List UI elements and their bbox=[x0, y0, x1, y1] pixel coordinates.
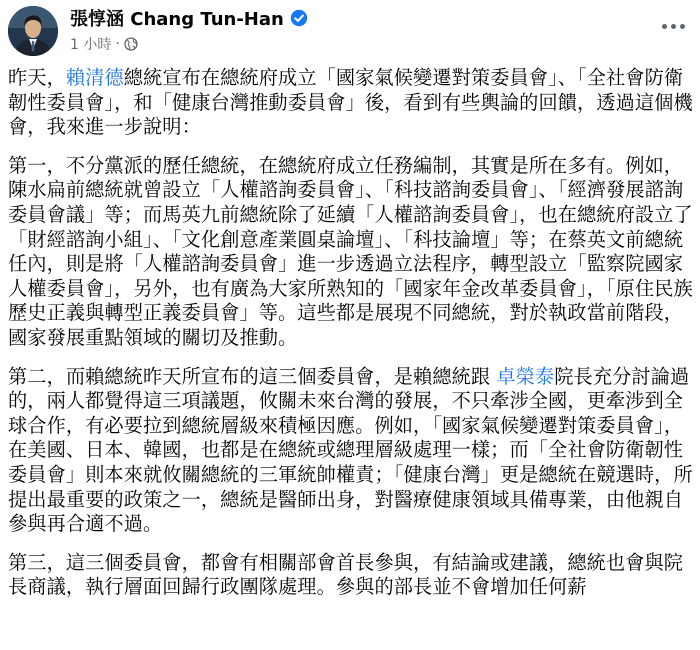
post-body bbox=[8, 66, 698, 614]
author-name[interactable]: 張惇涵 Chang Tun-Han bbox=[70, 9, 284, 30]
mention-link[interactable]: 賴清德 bbox=[65, 66, 124, 89]
more-options-icon bbox=[662, 24, 667, 29]
paragraph-text: 院長充分討論過的，兩人都覺得這三項議題，攸關未來台灣的發展，不只牽涉全國，更牽涉到全球合作，有必要拉到總統層級來積極因應。例如，「國家氣候變遷對策委員會」，在美國、日本、韓國，也都是在總統或總理層級處理一樣；而「全社會防衛韌性委員會」則本來就攸關總統的三軍統帥權責；「健康台灣」更是總統在競選時，所提出最重要的政策之一，總統是醫師出身，對醫療健康領域具備專業，由他親自參與再合適不過。 bbox=[8, 364, 693, 536]
mention-link[interactable]: 卓榮泰 bbox=[496, 364, 555, 388]
paragraph-text: 昨天， bbox=[8, 66, 66, 89]
post-paragraph bbox=[8, 66, 698, 140]
more-options-icon bbox=[680, 24, 685, 29]
post-header bbox=[0, 0, 700, 64]
post-paragraph: 第一，不分黨派的歷任總統，在總統府成立任務編制，其實是所在多有。例如，陳水扁前總統就曾設立「人權諮詢委員會」、「科技諮詢委員會」、「經濟發展諮詢委員會議」等；而馬英九前總統除了延續「人權諮詢委員會」，也在總統府設立了「財經諮詢小組」、「文化創意產業圓桌論壇」、「科技論壇」等；在蔡英文前總統任內，則是將「人權諮詢委員會」進一步透過立法程序，轉型設立「監察院國家人權委員會」，另外，也有廣為大家所熟知的「國家年金改革委員會」，「原住民族歷史正義與轉型正義委員會」等。這些都是展現不同總統，對於執政當前階段，國家發展重點領域的關切及推動。 bbox=[8, 153, 693, 349]
more-options-button[interactable] bbox=[656, 14, 690, 38]
post-timestamp[interactable]: 1 小時 bbox=[70, 37, 112, 53]
globe-icon[interactable] bbox=[124, 37, 138, 51]
avatar[interactable] bbox=[8, 6, 58, 56]
post-meta bbox=[70, 34, 138, 54]
verified-badge-icon bbox=[290, 9, 308, 27]
avatar-portrait-icon bbox=[8, 6, 58, 56]
post-paragraph bbox=[8, 365, 698, 537]
author-name-row bbox=[70, 5, 308, 31]
more-options-icon bbox=[671, 24, 676, 29]
post-paragraph: 第三，這三個委員會，都會有相關部會首長參與，有結論或建議，總統也會與院長商議，執行層面回歸行政團隊處理。參與的部長並不會增加任何薪 bbox=[8, 550, 684, 599]
meta-separator: · bbox=[115, 36, 120, 52]
paragraph-text: 第二，而賴總統昨天所宣布的這三個委員會，是賴總統跟 bbox=[8, 364, 497, 388]
paragraph-text: 總統宣布在總統府成立「國家氣候變遷對策委員會」、「全社會防衛韌性委員會」，和「健康台灣推動委員會」後，看到有些輿論的回饋，透過這個機會，我來進一步說明： bbox=[8, 66, 693, 139]
